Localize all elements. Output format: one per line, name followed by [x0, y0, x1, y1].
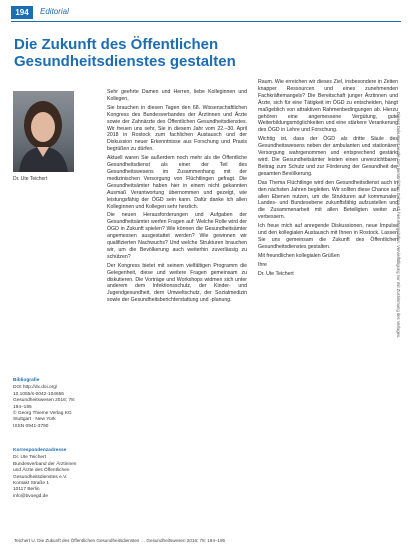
contact-line: und Ärzte des Öffentlichen [13, 468, 70, 474]
signature-name: Dr. Ute Teichert [258, 270, 294, 277]
closing-line: Mit freundlichen kollegialen Grüßen [258, 252, 340, 259]
paragraph: Das Thema Flüchtlinge wird den Gesundheitsdienst auch in den nächsten Jahren begleiten. Wir sollten diese Chance auf allen Ebenen nutzen, um die Strukturen auf kommunaler, Landes- und Bundesebene zukunftsfähig aufzustellen und die Zusammenarbeit mit allen Beteiligten weiter zu verbessern. [258, 179, 398, 221]
bib-line: 10.1055/s-0042-104656 [13, 391, 64, 397]
paragraph: Ich freue mich auf anregende Diskussionen, neue Impulse und den kollegialen Austausch mit Ihnen in Rostock. Lassen Sie uns gemeinsam die Zukunft des Öffentlichen Gesundheitsdienstes gestalten. [258, 223, 398, 250]
paragraph: Der Kongress bietet mit seinem vielfältigen Programm die Gelegenheit, diese und weitere Fragen gemeinsam zu diskutieren. Die Vorträge und Workshops widmen sich unter anderem dem Infektionsschutz, der Kinder- und Jugendgesundheit, dem Umweltschutz, der Sozialmedizin sowie der Gesundheitsberichterstattung und -planung. [107, 262, 247, 304]
page-footer: Teichert U. Die Zukunft des Öffentlichen Gesundheitsdienstes … Gesundheitswesen 2016; 78: 194–195 [14, 538, 226, 543]
bibliography-heading: Bibliografie [13, 378, 40, 383]
bib-line: Gesundheitswesen 2016; 78: [13, 398, 76, 404]
bib-line: ISSN 0941-3790 [13, 423, 49, 429]
bibliography-box [13, 378, 93, 430]
paragraph: Die neuen Herausforderungen und Aufgaben der Gesundheitsämter werfen Fragen auf: Welche Rolle wird der ÖGD in Zukunft spielen? Wie können die Gesundheitsämter angemessen ausgestattet werden? Wie gewinnen wir qualifizierten Nachwuchs? Und welche Strukturen brauchen wir, um die Bevölkerung auch weiterhin zuverlässig zu schützen? [107, 212, 247, 260]
page-header [0, 0, 413, 20]
contact-line: Bundesverband der Ärztinnen [13, 461, 77, 467]
bib-line: DOI http://dx.doi.org/ [13, 385, 58, 391]
contact-line: Gesundheitsdienstes e.V. [13, 474, 68, 480]
closing-line: Ihre [258, 261, 267, 268]
author-photo [13, 91, 74, 172]
author-portrait-icon [13, 91, 74, 172]
contact-line: Dr. Ute Teichert [13, 455, 46, 461]
vertical-note-text: Dieses Dokument wurde zum persönlichen Gebrauch heruntergeladen. Vervielfältigung nur mit Zustimmung des Verlages. [396, 112, 401, 339]
column-left [107, 89, 247, 306]
header-rule [11, 21, 401, 22]
paragraph: Sehr geehrte Damen und Herren, liebe Kolleginnen und Kollegen, [107, 89, 247, 102]
photo-caption: Dr. Ute Teichert [13, 176, 48, 182]
bib-line: © Georg Thieme Verlag KG [13, 411, 72, 417]
contact-box [13, 448, 93, 500]
bib-line: Stuttgart · New York [13, 417, 56, 423]
column-right [258, 79, 398, 279]
contact-email-link[interactable]: info@bvoegd.de [13, 493, 49, 499]
section-label: Editorial [40, 7, 69, 16]
paragraph: Aktuell waren Sie außerdem noch mehr als die Öffentliche Gesundheitsdienst als einer der Teil des Gesundheitswesens im Zusammenhang mit der medizinischen Versorgung von Flüchtlingen gefragt. Die Gesundheitsämter haben hier in einem nicht gekannten Ausmaß Verantwortung übernommen und gezeigt, wie leistungsfähig der ÖGD sein kann. Dafür danke ich allen Kolleginnen und Kollegen sehr herzlich. [107, 155, 247, 210]
paragraph: Wichtig ist, dass der ÖGD als dritte Säule des Gesundheitswesens neben der ambulanten und stationären Versorgung wahrgenommen und entsprechend gestärkt wird. Die Gesundheitsämter leisten einen unverzichtbaren Beitrag zum Schutz und zur Förderung der Gesundheit der gesamten Bevölkerung. [258, 136, 398, 177]
contact-line: Kontakt Straße 1 [13, 481, 49, 487]
contact-heading: Korrespondenzadresse [13, 448, 67, 453]
paragraph: Raum. Wie erreichen wir dieses Ziel, insbesondere in Zeiten knapper Ressourcen und eines zunehmenden Fachkräftemangels? Die Bereitschaft junger Ärztinnen und Ärzte, sich für eine Tätigkeit im ÖGD zu entscheiden, hängt maßgeblich von attraktiven Rahmenbedingungen ab. Hierzu gehören eine angemessene Vergütung, gute Weiterbildungsmöglichkeiten und eine stärkere Verankerung des ÖGD in Lehre und Forschung. [258, 79, 398, 134]
article-title: Die Zukunft des Öffentlichen Gesundheitsdienstes gestalten [14, 36, 236, 70]
bib-line: 194–195 [13, 404, 32, 410]
vertical-copyright-note [398, 112, 404, 452]
paragraph: Sie brauchen in diesen Tagen den 68. Wissenschaftlichen Kongress des Bundesverbandes der Ärztinnen und Ärzte sowie der Zahnärzte des Öffentlichen Gesundheitsdienstes. Wir freuen uns sehr, Sie in diesem Jahr vom 22.–30. April 2018 in Rostock zum fachlichen Austausch und der Diskussion neuer Erkenntnisse aus Forschung und Praxis begrüßen zu dürfen. [107, 104, 247, 153]
page-number: 194 [11, 6, 33, 19]
contact-line: 10117 Berlin [13, 487, 40, 493]
